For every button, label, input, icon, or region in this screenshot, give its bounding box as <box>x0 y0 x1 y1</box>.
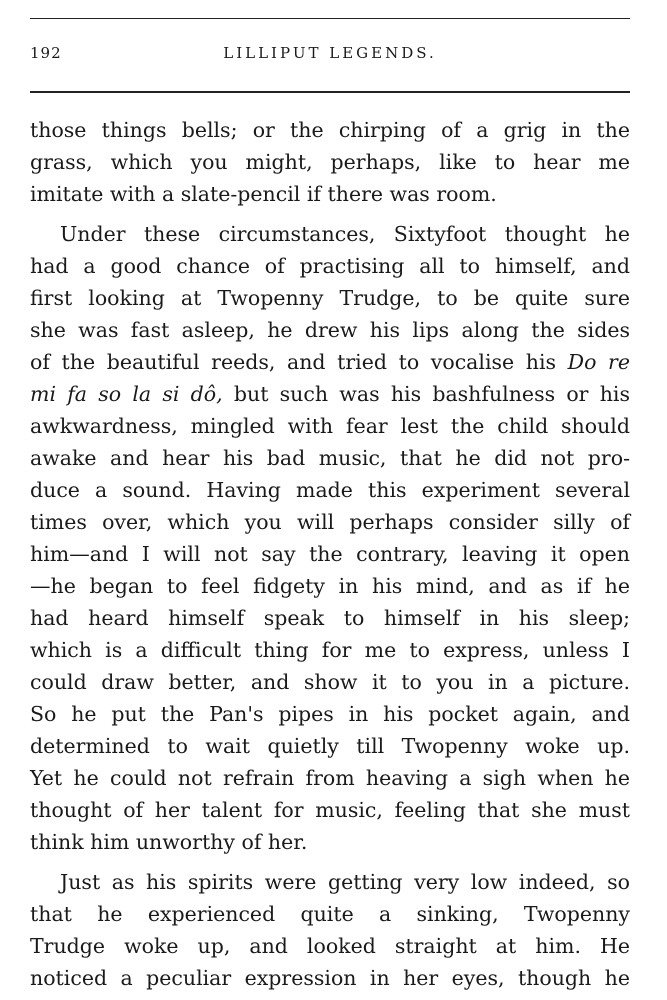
page-number: 192 <box>30 44 62 62</box>
text-line: So he put the Pan's pipes in his pocket again, and <box>30 702 630 726</box>
text-line: Just as his spirits were getting very low indeed, so <box>60 870 630 894</box>
text-line: awkwardness, mingled with fear lest the child should <box>30 414 630 438</box>
text-segment: of the beautiful reeds, and tried to vocalise his <box>30 350 557 374</box>
italic-solfege: Do re <box>567 350 630 374</box>
text-line: had a good chance of practising all to himself, and <box>30 254 630 278</box>
text-line: awake and hear his bad music, that he did not pro- <box>30 446 630 470</box>
header-rule <box>30 91 630 93</box>
text-line: could draw better, and show it to you in a picture. <box>30 670 630 694</box>
paragraph-2 <box>30 218 630 858</box>
text-line: imitate with a slate-pencil if there was room. <box>30 182 497 206</box>
text-line-with-italic <box>30 378 630 410</box>
running-title: LILLIPUT LEGENDS. <box>223 44 437 62</box>
text-line: duce a sound. Having made this experiment several <box>30 478 630 502</box>
text-line: Trudge woke up, and looked straight at him. He <box>30 934 630 958</box>
text-line-with-italic <box>30 346 630 378</box>
text-line: which is a difficult thing for me to express, unless I <box>30 638 630 662</box>
text-line: those things bells; or the chirping of a grig in the <box>30 118 630 142</box>
text-line: him—and I will not say the contrary, leaving it open <box>30 542 630 566</box>
paragraph-1 <box>30 114 630 210</box>
italic-solfege: mi fa so la si dô, <box>30 382 223 406</box>
text-segment: but such was his bashfulness or his <box>233 382 630 406</box>
text-line: had heard himself speak to himself in his sleep; <box>30 606 630 630</box>
page-body <box>30 114 630 994</box>
text-line: thought of her talent for music, feeling that she must <box>30 798 630 822</box>
text-line: think him unworthy of her. <box>30 830 308 854</box>
top-rule <box>30 18 630 19</box>
text-line: —he began to feel fidgety in his mind, and as if he <box>30 574 630 598</box>
paragraph-3 <box>30 866 630 994</box>
page-header <box>30 44 630 70</box>
text-line: times over, which you will perhaps consider silly of <box>30 510 630 534</box>
text-line: first looking at Twopenny Trudge, to be quite sure <box>30 286 630 310</box>
text-line: grass, which you might, perhaps, like to hear me <box>30 150 630 174</box>
text-line: determined to wait quietly till Twopenny woke up. <box>30 734 630 758</box>
text-line: Yet he could not refrain from heaving a sigh when he <box>30 766 630 790</box>
text-line: noticed a peculiar expression in her eyes, though he <box>30 966 630 990</box>
text-line: that he experienced quite a sinking, Twopenny <box>30 902 630 926</box>
text-line: she was fast asleep, he drew his lips along the sides <box>30 318 630 342</box>
text-line: Under these circumstances, Sixtyfoot thought he <box>60 222 630 246</box>
